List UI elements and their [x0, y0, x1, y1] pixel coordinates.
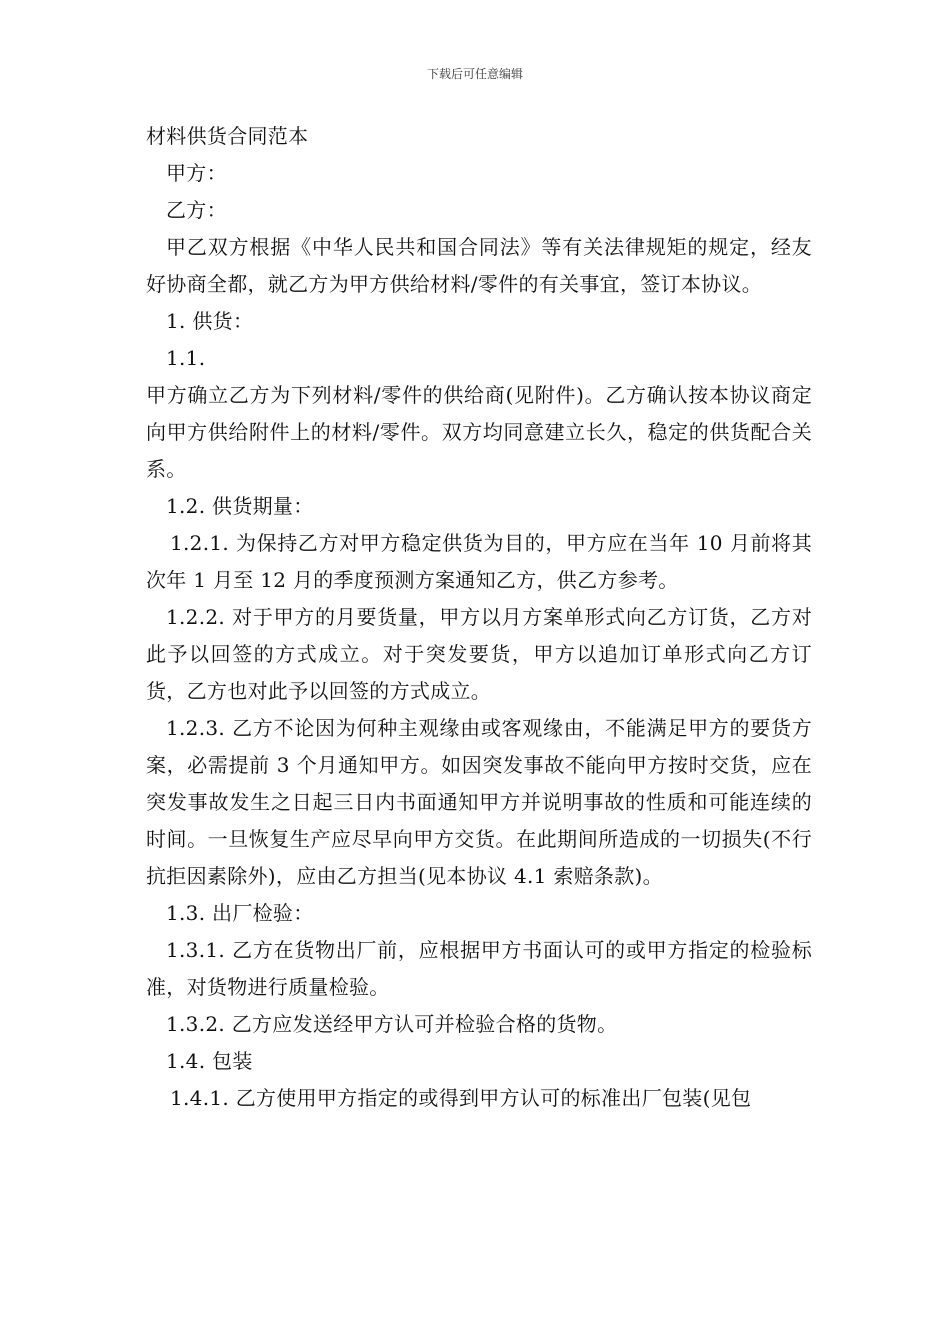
clause-1-4-1: 1.4.1. 乙方使用甲方指定的或得到甲方认可的标准出厂包装(见包 [170, 1086, 752, 1110]
section-1-heading: 1. 供货： [166, 309, 254, 333]
party-b-line: 乙方： [166, 198, 227, 222]
clause-1-2-2: 1.2.2. 对于甲方的月要货量，甲方以月方案单形式向乙方订货，乙方对此予以回签的方式成立。对于突发要货，甲方以追加订单形式向乙方订货，乙方也对此予以回签的方式成立。 [146, 605, 812, 703]
clause-1-2-heading: 1.2. 供货期量： [166, 494, 314, 518]
clause-1-4-heading: 1.4. 包装 [166, 1049, 253, 1073]
clause-1-3-heading: 1.3. 出厂检验： [166, 901, 314, 925]
document-body [146, 118, 812, 1117]
page-header-note: 下载后可任意编辑 [426, 67, 523, 81]
preamble-paragraph: 甲乙双方根据《中华人民共和国合同法》等有关法律规矩的规定，经友好协商全都，就乙方为甲方供给材料/零件的有关事宜，签订本协议。 [146, 235, 812, 296]
clause-1-1-number: 1.1. [166, 346, 206, 370]
party-a-line: 甲方： [166, 161, 227, 185]
document-title: 材料供货合同范本 [146, 124, 309, 148]
clause-1-3-2: 1.3.2. 乙方应发送经甲方认可并检验合格的货物。 [166, 1012, 618, 1036]
clause-1-3-1: 1.3.1. 乙方在货物出厂前，应根据甲方书面认可的或甲方指定的检验标准，对货物进行质量检验。 [146, 938, 812, 999]
clause-1-1-text: 甲方确立乙方为下列材料/零件的供给商(见附件)。乙方确认按本协议商定向甲方供给附件上的材料/零件。双方均同意建立长久，稳定的供货配合关系。 [146, 383, 812, 481]
clause-1-2-3: 1.2.3. 乙方不论因为何种主观缘由或客观缘由，不能满足甲方的要货方案，必需提前 3 个月通知甲方。如因突发事故不能向甲方按时交货，应在突发事故发生之日起三日内书面通知甲方并说明事故的性质和可能连续的时间。一旦恢复生产应尽早向甲方交货。在此期间所造成的一切损失(不行抗拒因素除外)，应由乙方担当(见本协议 4.1 索赔条款)。 [146, 716, 812, 888]
clause-1-2-1: 1.2.1. 为保持乙方对甲方稳定供货为目的，甲方应在当年 10 月前将其次年 1 月至 12 月的季度预测方案通知乙方，供乙方参考。 [146, 531, 812, 592]
